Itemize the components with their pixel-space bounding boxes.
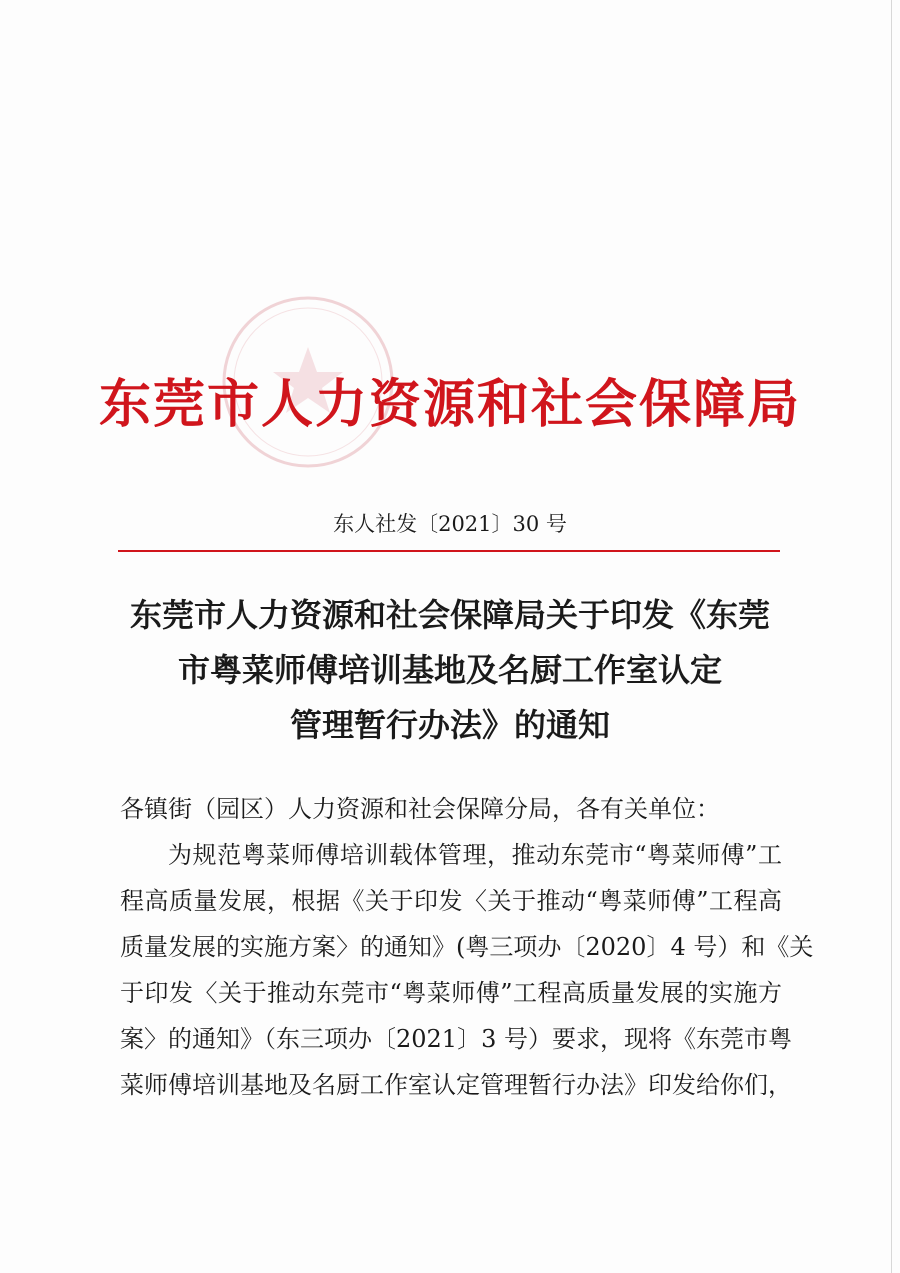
document-number: 东人社发〔2021〕30 号 [333, 512, 567, 536]
page-edge-line [891, 0, 892, 1273]
body-line: 为规范粤菜师傅培训载体管理，推动东莞市“粤菜师傅”工 [168, 841, 782, 869]
body-line: 于印发〈关于推动东莞市“粤菜师傅”工程高质量发展的实施方 [120, 979, 782, 1007]
body-line: 程高质量发展，根据《关于印发〈关于推动“粤菜师傅”工程高 [120, 887, 782, 915]
notice-title-line: 管理暂行办法》的通知 [289, 706, 610, 744]
salutation: 各镇街（园区）人力资源和社会保障分局，各有关单位： [120, 795, 720, 823]
notice-title-line: 市粤菜师傅培训基地及名厨工作室认定 [177, 651, 722, 689]
body-line: 菜师傅培训基地及名厨工作室认定管理暂行办法》印发给你们， [120, 1071, 792, 1099]
notice-title [110, 588, 790, 753]
body-line: 质量发展的实施方案〉的通知》(粤三项办〔2020〕4 号）和《关 [120, 933, 814, 961]
body-line: 案〉的通知》（东三项办〔2021〕3 号）要求，现将《东莞市粤 [120, 1025, 792, 1053]
red-divider-line [118, 550, 780, 552]
notice-title-line: 东莞市人力资源和社会保障局关于印发《东莞 [129, 596, 770, 634]
agency-red-header: 东莞市人力资源和社会保障局 [98, 374, 801, 435]
document-body [120, 786, 814, 1108]
